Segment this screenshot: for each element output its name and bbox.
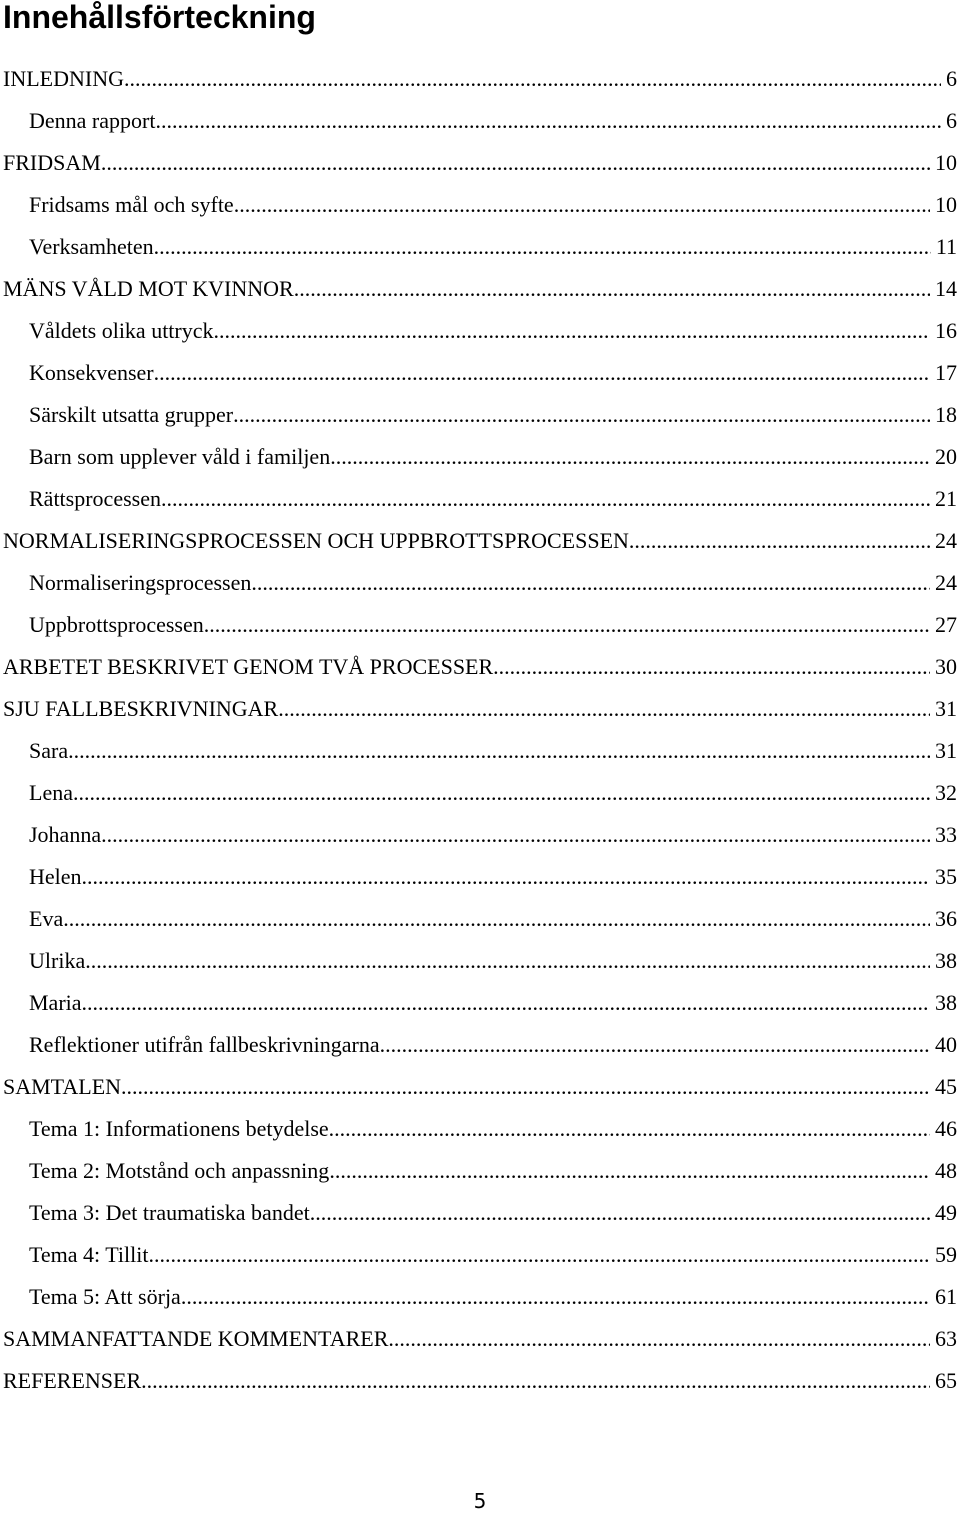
table-of-contents — [0, 58, 960, 1402]
toc-entry-page-number: 18 — [935, 402, 957, 427]
toc-entry-label: ARBETET BESKRIVET GENOM TVÅ PROCESSER — [3, 654, 494, 679]
toc-entry-label: Johanna — [29, 822, 102, 847]
toc-entry[interactable] — [0, 100, 960, 142]
toc-entry[interactable] — [0, 982, 960, 1024]
dot-leader — [181, 1276, 930, 1318]
toc-entry-label: MÄNS VÅLD MOT KVINNOR — [3, 276, 294, 301]
dot-leader — [233, 394, 930, 436]
toc-entry[interactable] — [0, 520, 960, 562]
dot-leader — [68, 730, 930, 772]
dot-leader — [149, 1234, 931, 1276]
toc-entry[interactable] — [0, 1066, 960, 1108]
dot-leader — [214, 310, 930, 352]
toc-entry[interactable] — [0, 226, 960, 268]
dot-leader — [82, 856, 930, 898]
toc-entry-label: REFERENSER — [3, 1368, 142, 1393]
toc-entry[interactable] — [0, 688, 960, 730]
toc-entry-page-number: 17 — [935, 360, 957, 385]
toc-entry-label: Uppbrottsprocessen — [29, 612, 204, 637]
toc-entry-page-number: 11 — [935, 234, 957, 259]
toc-entry-label: Tema 1: Informationens betydelse — [29, 1116, 329, 1141]
toc-entry-label: Ulrika — [29, 948, 86, 973]
toc-entry[interactable] — [0, 184, 960, 226]
dot-leader — [141, 1360, 930, 1402]
dot-leader — [251, 562, 930, 604]
toc-entry-page-number: 35 — [935, 864, 957, 889]
dot-leader — [329, 1108, 930, 1150]
toc-entry-page-number: 20 — [935, 444, 957, 469]
dot-leader — [380, 1024, 930, 1066]
toc-entry-page-number: 24 — [935, 528, 957, 553]
page-title: Innehållsförteckning — [3, 0, 316, 35]
toc-entry[interactable] — [0, 1192, 960, 1234]
toc-entry-label: INLEDNING — [3, 66, 124, 91]
toc-entry-page-number: 31 — [935, 738, 957, 763]
dot-leader — [493, 646, 930, 688]
dot-leader — [73, 772, 930, 814]
page-number: 5 — [473, 1489, 487, 1513]
toc-entry-label: Tema 2: Motstånd och anpassning — [29, 1158, 330, 1183]
toc-entry-page-number: 6 — [946, 66, 957, 91]
toc-entry[interactable] — [0, 58, 960, 100]
toc-entry[interactable] — [0, 436, 960, 478]
toc-entry[interactable] — [0, 1234, 960, 1276]
toc-entry-page-number: 61 — [935, 1284, 957, 1309]
dot-leader — [310, 1192, 930, 1234]
toc-entry-label: Barn som upplever våld i familjen — [29, 444, 331, 469]
dot-leader — [330, 436, 930, 478]
toc-entry-label: Konsekvenser — [29, 360, 154, 385]
dot-leader — [154, 226, 931, 268]
dot-leader — [82, 982, 930, 1024]
toc-entry-label: Tema 4: Tillit — [29, 1242, 149, 1267]
toc-entry[interactable] — [0, 1024, 960, 1066]
dot-leader — [629, 520, 930, 562]
toc-entry-label: Verksamheten — [29, 234, 154, 259]
toc-entry-label: Maria — [29, 990, 82, 1015]
toc-entry[interactable] — [0, 856, 960, 898]
toc-entry-page-number: 38 — [935, 948, 957, 973]
toc-entry-label: Sara — [29, 738, 69, 763]
toc-entry[interactable] — [0, 1150, 960, 1192]
toc-entry-label: Fridsams mål och syfte — [29, 192, 234, 217]
dot-leader — [388, 1318, 930, 1360]
toc-entry-page-number: 59 — [935, 1242, 957, 1267]
toc-entry-label: Särskilt utsatta grupper — [29, 402, 234, 427]
toc-entry-label: SAMMANFATTANDE KOMMENTARER — [3, 1326, 389, 1351]
toc-entry-page-number: 46 — [935, 1116, 957, 1141]
toc-entry[interactable] — [0, 562, 960, 604]
dot-leader — [329, 1150, 930, 1192]
toc-entry-page-number: 14 — [935, 276, 957, 301]
toc-entry-label: Våldets olika uttryck — [29, 318, 214, 343]
toc-entry-page-number: 24 — [935, 570, 957, 595]
dot-leader — [161, 478, 930, 520]
toc-entry-page-number: 27 — [935, 612, 957, 637]
toc-entry-page-number: 45 — [935, 1074, 957, 1099]
toc-entry-page-number: 31 — [935, 696, 957, 721]
toc-entry-page-number: 65 — [935, 1368, 957, 1393]
toc-entry[interactable] — [0, 142, 960, 184]
dot-leader — [278, 688, 930, 730]
dot-leader — [204, 604, 930, 646]
toc-entry[interactable] — [0, 352, 960, 394]
toc-entry-label: Tema 5: Att sörja — [29, 1284, 181, 1309]
toc-entry[interactable] — [0, 1108, 960, 1150]
toc-entry-label: Lena — [29, 780, 73, 805]
toc-entry-page-number: 38 — [935, 990, 957, 1015]
dot-leader — [101, 142, 930, 184]
toc-entry-label: NORMALISERINGSPROCESSEN OCH UPPBROTTSPROCESSEN — [3, 528, 629, 553]
toc-entry-label: Normaliseringsprocessen — [29, 570, 252, 595]
toc-entry-page-number: 32 — [935, 780, 957, 805]
toc-entry-label: Denna rapport — [29, 108, 156, 133]
toc-entry[interactable] — [0, 268, 960, 310]
toc-entry-label: Rättsprocessen — [29, 486, 161, 511]
toc-entry[interactable] — [0, 730, 960, 772]
toc-entry-label: Helen — [29, 864, 82, 889]
toc-entry[interactable] — [0, 940, 960, 982]
dot-leader — [63, 898, 930, 940]
dot-leader — [294, 268, 930, 310]
toc-entry-page-number: 63 — [935, 1326, 957, 1351]
toc-entry[interactable] — [0, 772, 960, 814]
toc-entry[interactable] — [0, 814, 960, 856]
toc-entry-page-number: 40 — [935, 1032, 957, 1057]
toc-entry[interactable] — [0, 478, 960, 520]
toc-entry[interactable] — [0, 646, 960, 688]
toc-entry[interactable] — [0, 604, 960, 646]
toc-entry-page-number: 10 — [935, 150, 957, 175]
dot-leader — [121, 1066, 930, 1108]
toc-entry-page-number: 6 — [946, 108, 957, 133]
toc-entry[interactable] — [0, 1276, 960, 1318]
toc-entry-page-number: 36 — [935, 906, 957, 931]
toc-entry-label: Eva — [29, 906, 64, 931]
toc-entry-page-number: 21 — [935, 486, 957, 511]
toc-entry[interactable] — [0, 310, 960, 352]
toc-entry-page-number: 49 — [935, 1200, 957, 1225]
toc-entry-page-number: 48 — [935, 1158, 957, 1183]
toc-entry-page-number: 10 — [935, 192, 957, 217]
dot-leader — [155, 100, 941, 142]
toc-entry[interactable] — [0, 1360, 960, 1402]
toc-entry-label: SAMTALEN — [3, 1074, 122, 1099]
toc-entry[interactable] — [0, 898, 960, 940]
toc-entry-page-number: 30 — [935, 654, 957, 679]
dot-leader — [124, 58, 941, 100]
toc-entry-label: Reflektioner utifrån fallbeskrivningarna — [29, 1032, 380, 1057]
dot-leader — [101, 814, 930, 856]
toc-entry-page-number: 16 — [935, 318, 957, 343]
toc-entry[interactable] — [0, 394, 960, 436]
toc-entry-page-number: 33 — [935, 822, 957, 847]
dot-leader — [154, 352, 930, 394]
toc-entry-label: Tema 3: Det traumatiska bandet — [29, 1200, 310, 1225]
dot-leader — [85, 940, 930, 982]
toc-entry-label: FRIDSAM — [3, 150, 101, 175]
toc-entry[interactable] — [0, 1318, 960, 1360]
toc-entry-label: SJU FALLBESKRIVNINGAR — [3, 696, 279, 721]
dot-leader — [234, 184, 930, 226]
